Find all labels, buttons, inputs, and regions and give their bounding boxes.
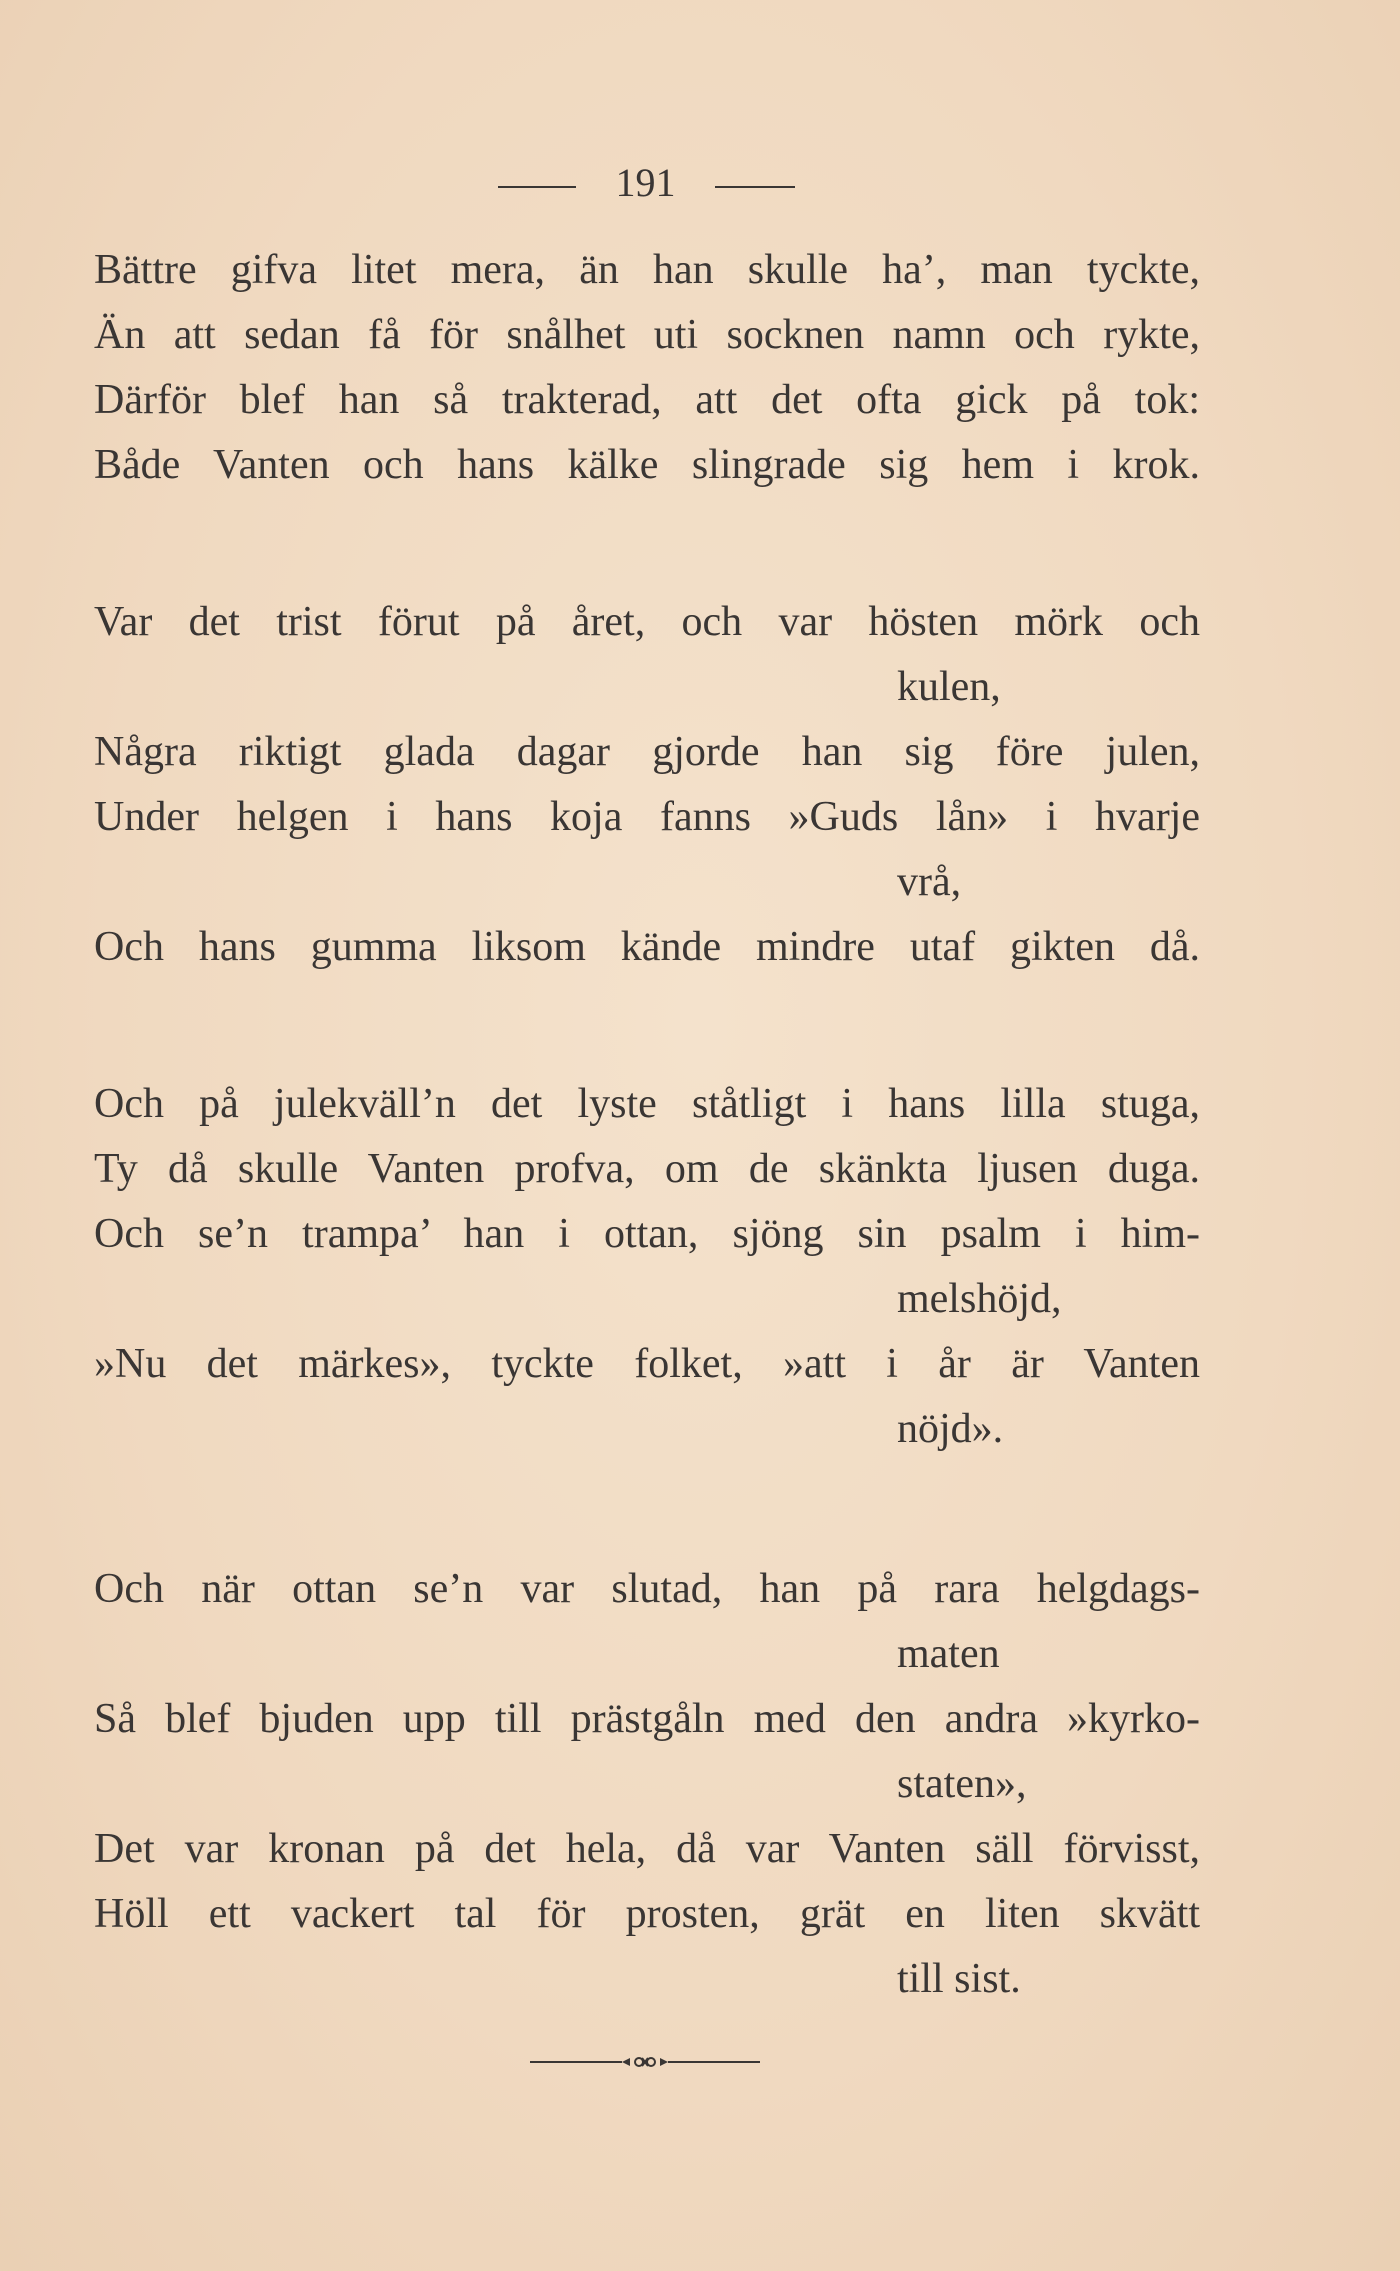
verse-line: Var det trist förut på året, och var hösten mörk och	[94, 599, 1200, 645]
ornament-rule-right	[668, 2061, 760, 2063]
verse-line: Än att sedan få för snålhet uti socknen namn och rykte,	[94, 312, 1200, 358]
verse-line: Några riktigt glada dagar gjorde han sig före julen,	[94, 729, 1200, 775]
verse-line-continuation: vrå,	[897, 859, 962, 905]
page-number: 191	[615, 160, 676, 205]
verse-line-continuation: maten	[897, 1631, 1000, 1677]
verse-line: Bättre gifva litet mera, än han skulle ha’, man tyckte,	[94, 247, 1200, 293]
verse-line: Och på julekväll’n det lyste ståtligt i hans lilla stuga,	[94, 1081, 1200, 1127]
verse-line: »Nu det märkes», tyckte folket, »att i år är Vanten	[94, 1341, 1200, 1387]
verse-line: Under helgen i hans koja fanns »Guds lån» i hvarje	[94, 794, 1200, 840]
verse-line: Och se’n trampa’ han i ottan, sjöng sin psalm i him-	[94, 1211, 1200, 1257]
page-header	[0, 158, 1400, 208]
header-rule-left	[498, 186, 576, 188]
verse-line-continuation: staten»,	[897, 1761, 1027, 1807]
verse-line: Så blef bjuden upp till prästgåln med den andra »kyrko-	[94, 1696, 1200, 1742]
verse-line: Det var kronan på det hela, då var Vanten säll förvisst,	[94, 1826, 1200, 1872]
verse-line-continuation: nöjd».	[897, 1406, 1004, 1452]
ornament-knot-icon	[622, 2055, 668, 2069]
header-rule-right	[715, 186, 795, 188]
verse-line: Både Vanten och hans kälke slingrade sig hem i krok.	[94, 442, 1200, 488]
verse-line: Höll ett vackert tal för prosten, grät en liten skvätt	[94, 1891, 1200, 1937]
ornament-rule-left	[530, 2061, 622, 2063]
verse-line: Därför blef han så trakterad, att det ofta gick på tok:	[94, 377, 1200, 423]
verse-line-continuation: kulen,	[897, 664, 1001, 710]
end-ornament	[530, 2052, 760, 2072]
verse-line: Och hans gumma liksom kände mindre utaf gikten då.	[94, 924, 1200, 970]
verse-line: Ty då skulle Vanten profva, om de skänkta ljusen duga.	[94, 1146, 1200, 1192]
verse-line-continuation: melshöjd,	[897, 1276, 1062, 1322]
verse-line: Och när ottan se’n var slutad, han på rara helgdags-	[94, 1566, 1200, 1612]
verse-line-continuation: till sist.	[897, 1956, 1021, 2002]
